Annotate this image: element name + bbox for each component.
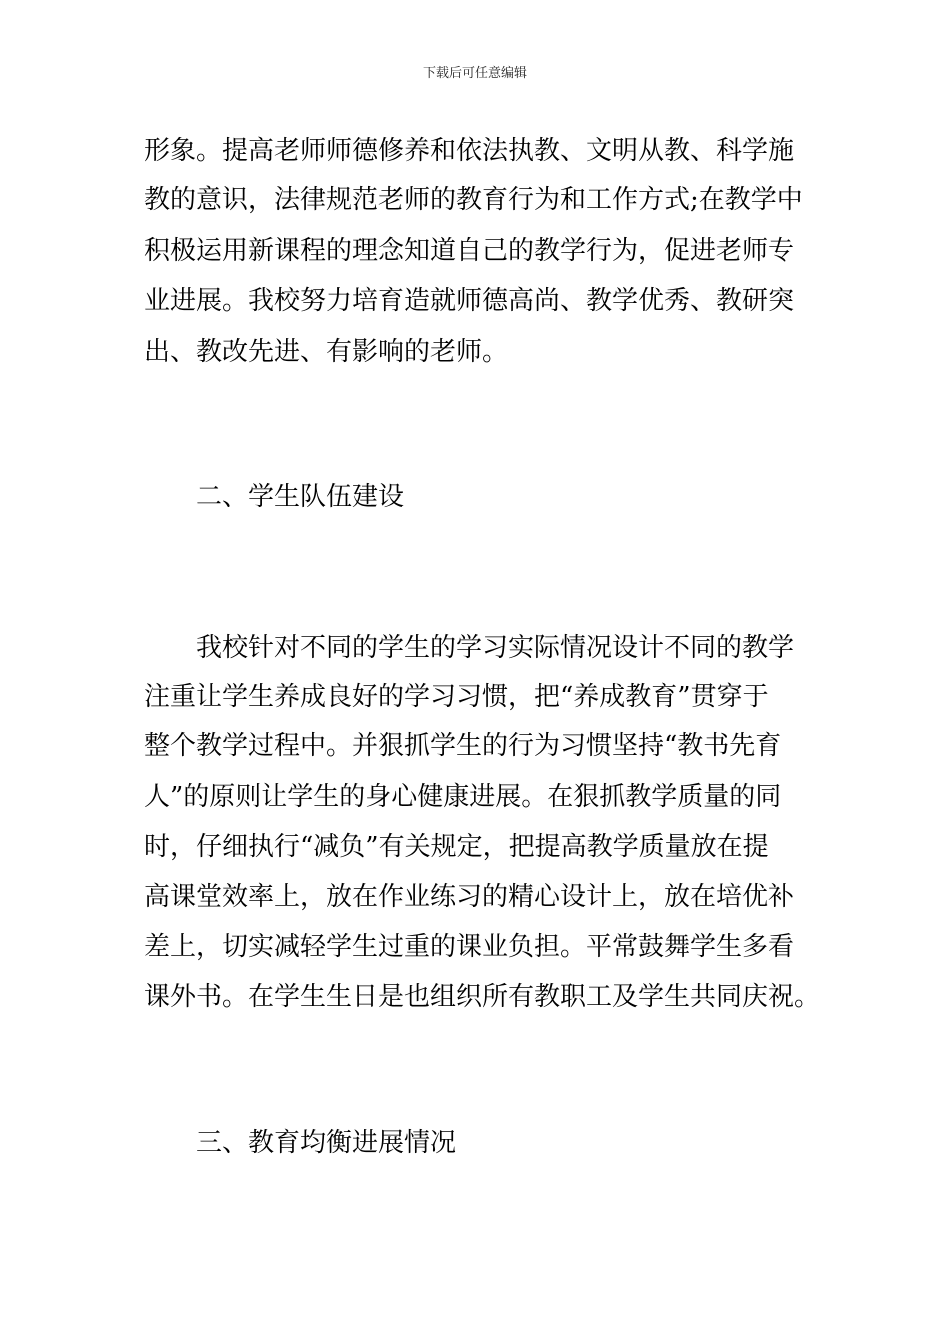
text-line: 整个教学过程中。并狠抓学生的行为习惯坚持“教书先育 xyxy=(144,731,782,761)
text-line: 人”的原则让学生的身心健康进展。在狠抓教学质量的同 xyxy=(144,782,782,812)
text-line: 业进展。我校努力培育造就师德高尚、教学优秀、教研突 xyxy=(144,286,795,316)
section-heading-3: 三、教育均衡进展情况 xyxy=(196,1128,457,1158)
text-line: 积极运用新课程的理念知道自己的教学行为，促进老师专 xyxy=(144,236,795,266)
text-line: 教的意识，法律规范老师的教育行为和工作方式;在教学中 xyxy=(144,185,803,215)
text-line: 形象。提高老师师德修养和依法执教、文明从教、科学施 xyxy=(144,136,795,166)
text-line: 差上，切实减轻学生过重的课业负担。平常鼓舞学生多看 xyxy=(144,932,795,962)
text-line: 出、教改先进、有影响的老师。 xyxy=(144,337,509,367)
text-line: 我校针对不同的学生的学习实际情况设计不同的教学 xyxy=(196,633,795,663)
text-line: 课外书。在学生生日是也组织所有教职工及学生共同庆祝。 xyxy=(144,982,821,1012)
text-line: 注重让学生养成良好的学习习惯，把“养成教育”贯穿于 xyxy=(144,682,769,712)
section-heading-2: 二、学生队伍建设 xyxy=(196,482,405,512)
text-line: 时，仔细执行“减负”有关规定，把提高教学质量放在提 xyxy=(144,832,769,862)
text-line: 高课堂效率上，放在作业练习的精心设计上，放在培优补 xyxy=(144,882,795,912)
page-header: 下载后可任意编辑 xyxy=(422,66,527,81)
